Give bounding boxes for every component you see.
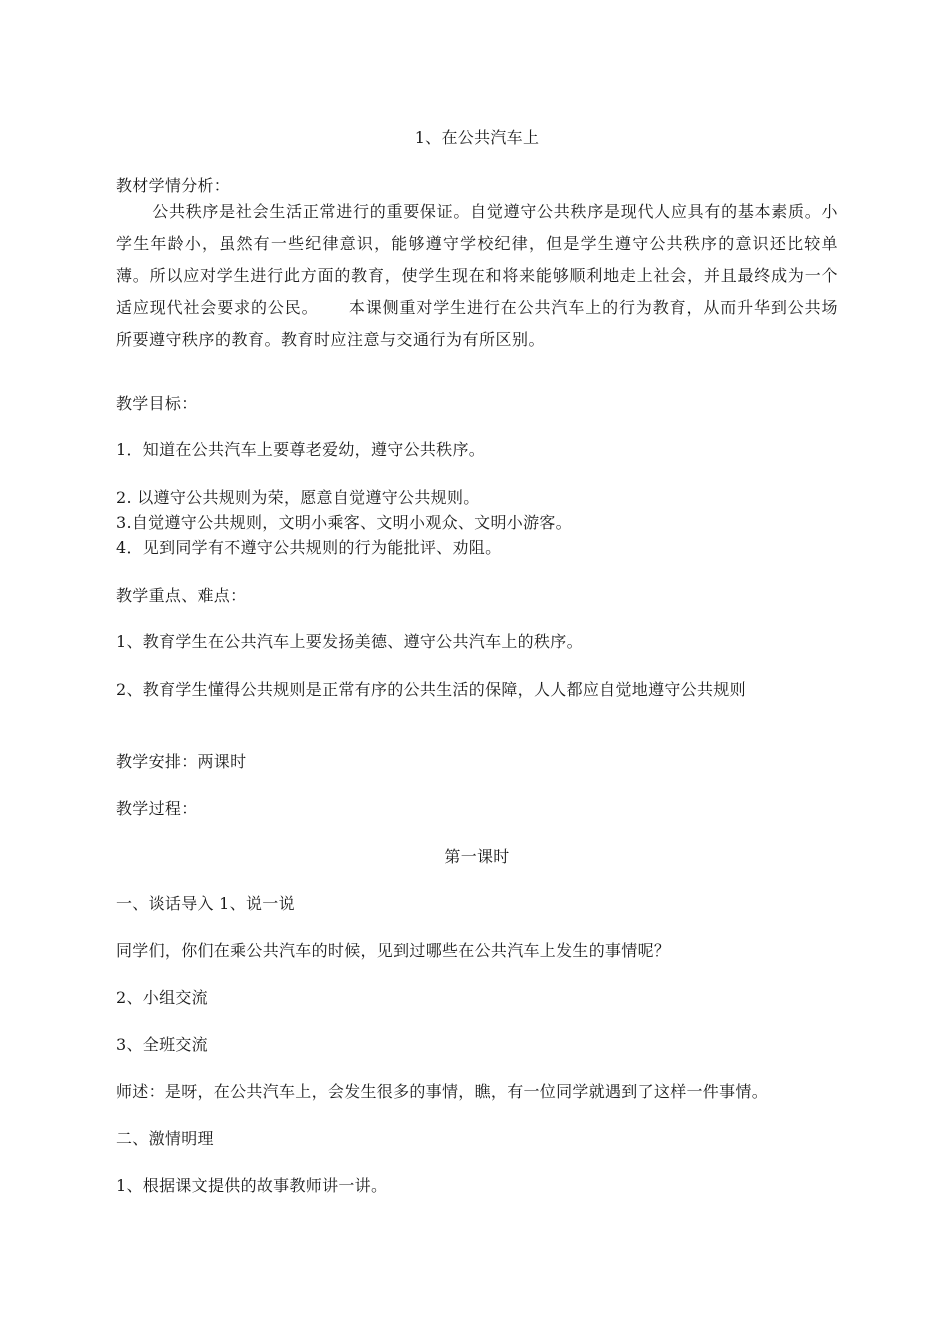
goal-item-2: 2. 以遵守公共规则为荣，愿意自觉遵守公共规则。: [116, 488, 480, 507]
analysis-text-1: 公共秩序是社会生活正常进行的重要保证。自觉遵守公共秩序是现代人应具有的基本素质。小学生年龄小，虽然有一些纪律意识，能够遵守学校纪律，但是学生遵守公共秩序的意识还比较单薄。所以应对学生进行此方面的教育，使学生现在和将来能够顺利地走上社会，并且最终成为一个适应现代社会要求的公民。: [116, 202, 838, 317]
goal-item-3: 3.自觉遵守公共规则，文明小乘客、文明小观众、文明小游客。: [116, 513, 572, 532]
goals-heading: 教学目标：: [116, 394, 198, 413]
step-6: 二、激情明理: [116, 1129, 214, 1148]
key-points-heading: 教学重点、难点：: [116, 586, 247, 605]
key-point-1: 1、教育学生在公共汽车上要发扬美德、遵守公共汽车上的秩序。: [116, 632, 583, 651]
analysis-heading: 教材学情分析：: [116, 176, 231, 195]
document-title: 1、在公共汽车上: [414, 128, 540, 147]
goal-item-4: 4．见到同学有不遵守公共规则的行为能批评、劝阻。: [116, 538, 502, 557]
step-7: 1、根据课文提供的故事教师讲一讲。: [116, 1176, 388, 1195]
process-heading: 教学过程：: [116, 799, 198, 818]
step-5: 师述：是呀，在公共汽车上，会发生很多的事情，瞧，有一位同学就遇到了这样一件事情。: [116, 1082, 769, 1101]
goal-item-1: 1．知道在公共汽车上要尊老爱幼，遵守公共秩序。: [116, 440, 486, 459]
step-3: 2、小组交流: [116, 988, 208, 1007]
key-point-2: 2、教育学生懂得公共规则是正常有序的公共生活的保障，人人都应自觉地遵守公共规则: [116, 680, 746, 699]
step-4: 3、全班交流: [116, 1035, 208, 1054]
step-2: 同学们，你们在乘公共汽车的时候，见到过哪些在公共汽车上发生的事情呢？: [116, 941, 671, 960]
analysis-paragraph: [116, 196, 838, 356]
analysis-text-2: 本课侧重对学生进行在公共汽车上的行为教育，从而升华到公共场所要遵守秩序的教育。教育时应注意与交通行为有所区别。: [116, 298, 838, 349]
lesson-title: 第一课时: [444, 847, 510, 866]
step-1: 一、谈话导入 1、说一说: [116, 894, 295, 913]
arrangement: 教学安排：两课时: [116, 752, 247, 771]
